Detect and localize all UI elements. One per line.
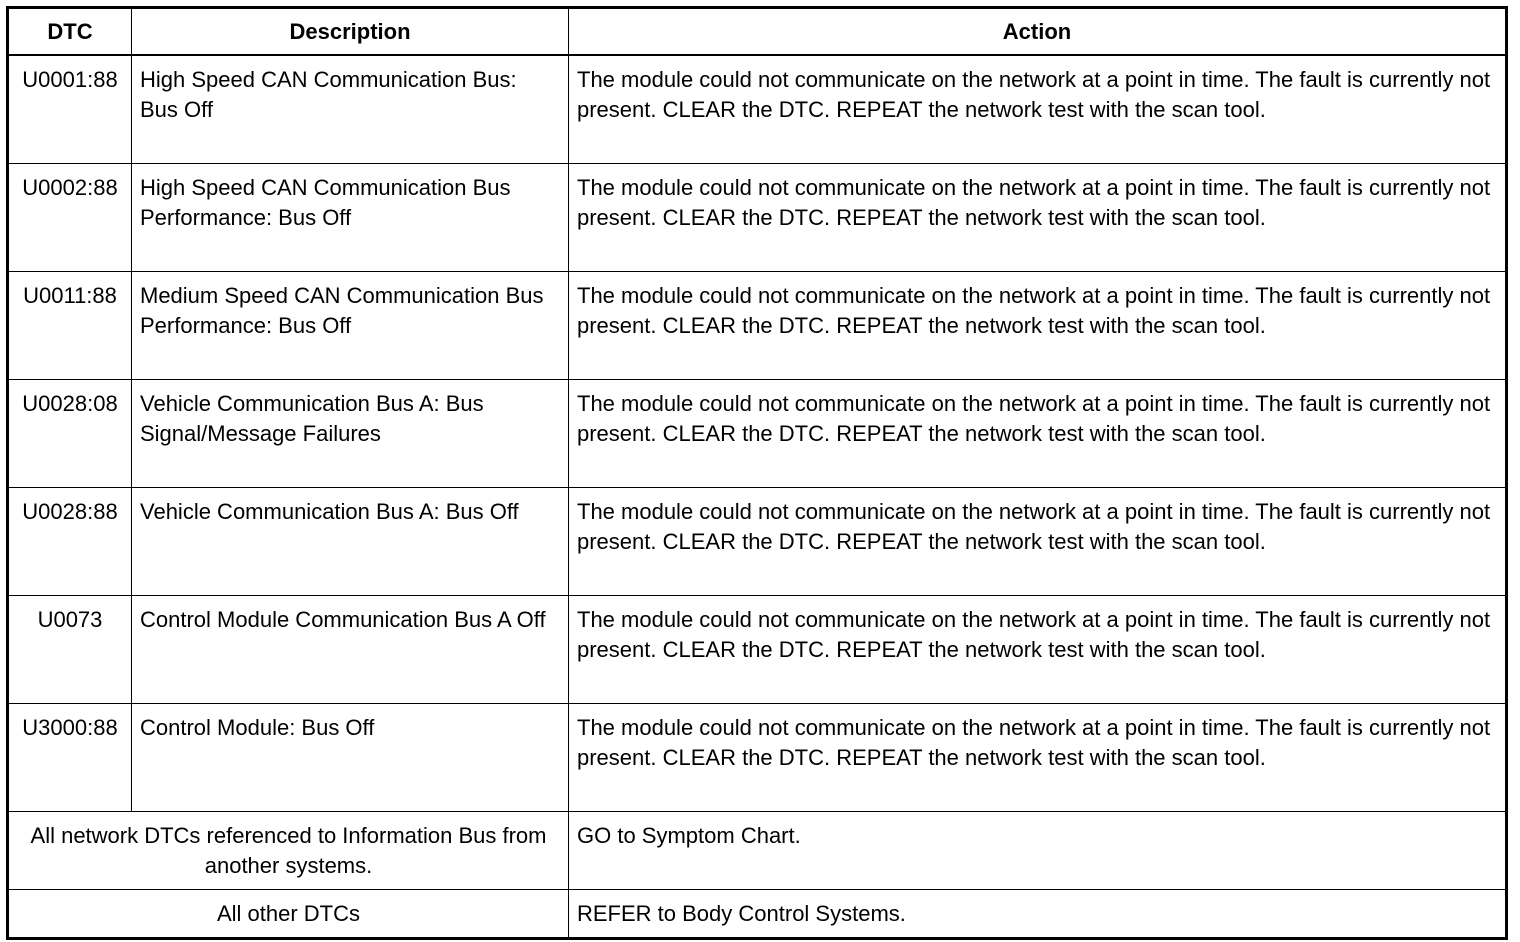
action-cell: The module could not communicate on the network at a point in time. The fault is currently not present. CLEAR the DTC. REPEAT the network test with the scan tool. [569, 704, 1507, 812]
dtc-code-cell: U0073 [8, 596, 132, 704]
description-cell: Vehicle Communication Bus A: Bus Off [132, 488, 569, 596]
description-cell: Control Module: Bus Off [132, 704, 569, 812]
header-action: Action [569, 8, 1507, 56]
table-row-merged [8, 890, 1507, 939]
dtc-code-cell: U0001:88 [8, 55, 132, 164]
description-cell: Medium Speed CAN Communication Bus Performance: Bus Off [132, 272, 569, 380]
action-cell: REFER to Body Control Systems. [569, 890, 1507, 939]
description-cell: Control Module Communication Bus A Off [132, 596, 569, 704]
header-row [8, 8, 1507, 56]
table-row [8, 380, 1507, 488]
table-row [8, 272, 1507, 380]
action-cell: The module could not communicate on the network at a point in time. The fault is currently not present. CLEAR the DTC. REPEAT the network test with the scan tool. [569, 380, 1507, 488]
merged-description-cell: All network DTCs referenced to Information Bus from another systems. [8, 812, 569, 890]
dtc-code-cell: U0011:88 [8, 272, 132, 380]
table-row [8, 55, 1507, 164]
table-row [8, 596, 1507, 704]
table-body [8, 55, 1507, 939]
action-cell: GO to Symptom Chart. [569, 812, 1507, 890]
table-header [8, 8, 1507, 56]
dtc-code-cell: U3000:88 [8, 704, 132, 812]
action-cell: The module could not communicate on the network at a point in time. The fault is currently not present. CLEAR the DTC. REPEAT the network test with the scan tool. [569, 55, 1507, 164]
description-cell: Vehicle Communication Bus A: Bus Signal/Message Failures [132, 380, 569, 488]
merged-description-cell: All other DTCs [8, 890, 569, 939]
dtc-code-cell: U0028:08 [8, 380, 132, 488]
dtc-table [6, 6, 1508, 940]
action-cell: The module could not communicate on the network at a point in time. The fault is currently not present. CLEAR the DTC. REPEAT the network test with the scan tool. [569, 272, 1507, 380]
description-cell: High Speed CAN Communication Bus Performance: Bus Off [132, 164, 569, 272]
header-description: Description [132, 8, 569, 56]
dtc-code-cell: U0002:88 [8, 164, 132, 272]
table-row [8, 488, 1507, 596]
dtc-code-cell: U0028:88 [8, 488, 132, 596]
table-row [8, 164, 1507, 272]
description-cell: High Speed CAN Communication Bus: Bus Off [132, 55, 569, 164]
action-cell: The module could not communicate on the network at a point in time. The fault is currently not present. CLEAR the DTC. REPEAT the network test with the scan tool. [569, 596, 1507, 704]
table-row-merged [8, 812, 1507, 890]
table-row [8, 704, 1507, 812]
header-dtc: DTC [8, 8, 132, 56]
action-cell: The module could not communicate on the network at a point in time. The fault is currently not present. CLEAR the DTC. REPEAT the network test with the scan tool. [569, 488, 1507, 596]
action-cell: The module could not communicate on the network at a point in time. The fault is currently not present. CLEAR the DTC. REPEAT the network test with the scan tool. [569, 164, 1507, 272]
